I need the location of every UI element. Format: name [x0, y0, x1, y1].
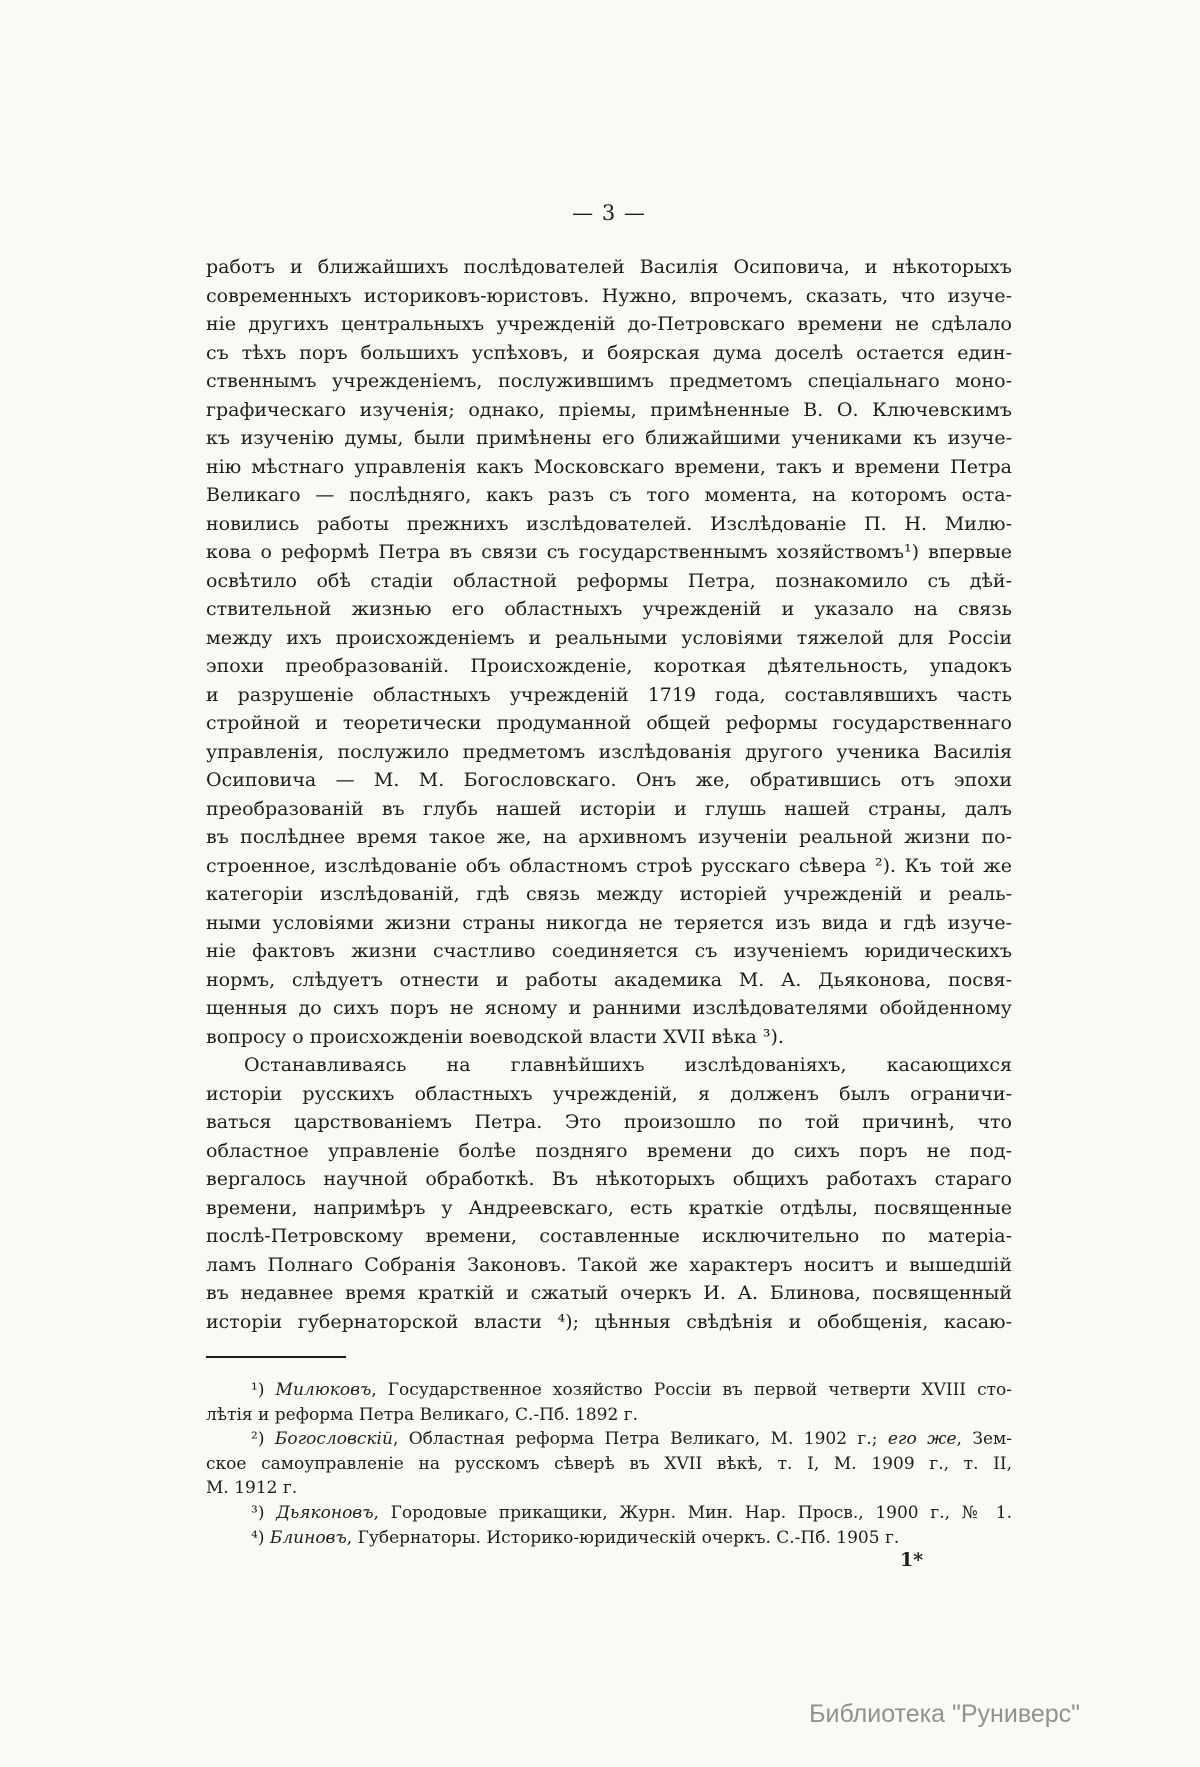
body-line: времени, напримѣръ у Андреевскаго, есть краткіе отдѣлы, посвященные [206, 1196, 1012, 1219]
footnote-text: , Городовые прикащики, Журн. Мин. Нар. Просв., 1900 г., № 1. [373, 1502, 1013, 1523]
body-line: къ изученію думы, были примѣнены его ближайшими учениками къ изуче- [206, 427, 1012, 449]
body-line: щенныя до сихъ поръ не ясному и ранними изслѣдователями обойденному [206, 997, 1012, 1019]
footnote-marker: ²) [251, 1429, 265, 1450]
footnote-marker: ¹) [251, 1380, 265, 1400]
footnote-marker: ³) [251, 1502, 265, 1523]
body-line: освѣтило обѣ стадіи областной реформы Петра, познакомило съ дѣй- [206, 569, 1012, 592]
footnote-line: лѣтія и реформа Петра Великаго, С.-Пб. 1892 г. [206, 1404, 638, 1425]
footnote-line [206, 1526, 1012, 1551]
body-line: Великаго — послѣдняго, какъ разъ съ того момента, на которомъ оста- [206, 484, 1012, 506]
body-line: вопросу о происхожденіи воеводской власти XVII вѣка ³). [206, 1025, 784, 1048]
body-line: эпохи преобразованій. Происхожденіе, короткая дѣятельность, упадокъ [206, 655, 1012, 677]
body-line: исторіи губернаторской власти ⁴); цѣнныя свѣдѣнія и обобщенія, касаю- [206, 1310, 1012, 1333]
body-line: ствительной жизнью его областныхъ учрежденій и указало на связь [206, 598, 1012, 620]
body-line: работъ и ближайшихъ послѣдователей Василія Осиповича, и нѣкоторыхъ [206, 256, 1012, 278]
body-line: категоріи изслѣдованій, гдѣ связь между исторіей учрежденій и реаль- [206, 883, 1012, 905]
body-line: ніе фактовъ жизни счастливо соединяется съ изученіемъ юридическихъ [206, 940, 1012, 962]
body-line: новились работы прежнихъ изслѣдователей. Изслѣдованіе П. Н. Милю- [206, 512, 1012, 535]
body-line: нормъ, слѣдуетъ отнести и работы академика М. А. Дьяконова, посвя- [206, 968, 1012, 991]
body-line: съ тѣхъ поръ большихъ успѣховъ, и боярская дума доселѣ остается един- [206, 341, 1012, 364]
body-line: ламъ Полнаго Собранія Законовъ. Такой же характеръ носитъ и вышедшій [206, 1253, 1012, 1276]
body-line: современныхъ историковъ-юристовъ. Нужно, впрочемъ, сказать, что изуче- [206, 284, 1012, 307]
body-line: въ послѣднее время такое же, на архивномъ изученіи реальной жизни по- [206, 826, 1012, 848]
footnote-text: , Губернаторы. Историко-юридическій очеркъ. С.-Пб. 1905 г. [346, 1527, 900, 1548]
body-text [206, 253, 1012, 1336]
footnote-line [206, 1427, 1012, 1452]
body-line: кова о реформѣ Петра въ связи съ государственнымъ хозяйствомъ¹) впервые [206, 541, 1012, 563]
body-line: преобразованій въ глубь нашей исторіи и глушь нашей страны, далъ [206, 797, 1012, 820]
body-line: ными условіями жизни страны никогда не теряется изъ вида и гдѣ изуче- [206, 911, 1012, 934]
body-line: ваться царствованіемъ Петра. Это произошло по той причинѣ, что [206, 1111, 1012, 1133]
body-line: нію мѣстнаго управленія какъ Московскаго времени, такъ и времени Петра [206, 455, 1012, 478]
footnote-line: ское самоуправленіе на русскомъ сѣверѣ въ XVII вѣкѣ, т. I, М. 1909 г., т. II, [206, 1453, 1012, 1474]
body-line: ніе другихъ центральныхъ учрежденій до-Петровскаго времени не сдѣлало [206, 313, 1012, 335]
body-line: управленія, послужило предметомъ изслѣдованія другого ученика Василія [206, 740, 1012, 763]
body-line: вергалось научной обработкѣ. Въ нѣкоторыхъ общихъ работахъ стараго [206, 1168, 1012, 1190]
footnote-separator-rule [206, 1356, 346, 1358]
signature-mark: 1* [900, 1549, 924, 1571]
footnote-marker: ⁴) [251, 1527, 265, 1548]
body-line: стройной и теоретически продуманной общей реформы государственнаго [206, 712, 1012, 734]
footnote-author: Дьяконовъ [264, 1502, 374, 1523]
footnote-line: М. 1912 г. [206, 1478, 298, 1499]
footnote-author: Милюковъ [264, 1380, 372, 1400]
footnote-text: , Областная реформа Петра Великаго, М. 1902 г.; [392, 1429, 888, 1450]
body-line: строенное, изслѣдованіе объ областномъ строѣ русскаго сѣвера ²). Къ той же [206, 854, 1012, 877]
footnotes-block [206, 1378, 1012, 1550]
page-number: — 3 — [572, 201, 646, 225]
body-line: ственнымъ учрежденіемъ, послужившимъ предметомъ спеціальнаго моно- [206, 370, 1012, 392]
body-line: графическаго изученія; однако, пріемы, примѣненные В. О. Ключевскимъ [206, 398, 1012, 421]
footnote-idem: его же [887, 1429, 957, 1450]
library-watermark: Библиотека "Руниверс" [809, 1700, 1080, 1728]
body-line: въ недавнее время краткій и сжатый очеркъ И. А. Блинова, посвященный [206, 1282, 1012, 1304]
footnote-line [206, 1501, 1012, 1526]
footnote-text: , Зем- [956, 1429, 1012, 1450]
body-line: и разрушеніе областныхъ учрежденій 1719 года, составлявшихъ часть [206, 683, 1012, 706]
body-line: областное управленіе болѣе поздняго времени до сихъ поръ не под- [206, 1139, 1012, 1162]
body-line: послѣ-Петровскому времени, составленные исключительно по матеріа- [206, 1225, 1012, 1247]
body-line: Осиповича — М. М. Богословскаго. Онъ же, обратившись отъ эпохи [206, 769, 1012, 791]
footnote-line [206, 1378, 1012, 1403]
footnote-text: , Государственное хозяйство Россіи въ первой четверти XVIII сто- [371, 1380, 1012, 1400]
footnote-author: Блиновъ [264, 1527, 347, 1548]
body-line: Останавливаясь на главнѣйшихъ изслѣдованіяхъ, касающихся [244, 1054, 1012, 1076]
body-line: исторіи русскихъ областныхъ учрежденій, я долженъ былъ ограничи- [206, 1082, 1012, 1105]
body-line: между ихъ происхожденіемъ и реальными условіями тяжелой для Россіи [206, 626, 1012, 649]
footnote-author: Богословскій [264, 1429, 393, 1450]
